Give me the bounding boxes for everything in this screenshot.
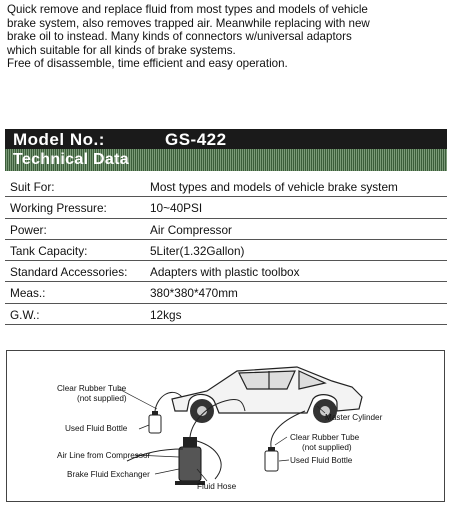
intro-line: Quick remove and replace fluid from most types and models of vehicle <box>7 3 368 16</box>
technical-data-header <box>5 149 447 171</box>
label-not-supplied-right: (not supplied) <box>302 443 352 452</box>
intro-paragraph <box>7 3 445 71</box>
spec-row <box>5 240 447 261</box>
model-number-bar <box>5 129 447 149</box>
spec-key: Working Pressure: <box>10 201 107 216</box>
intro-line: brake oil to instead. Many kinds of connectors w/universal adaptors <box>7 30 352 44</box>
spec-value: Air Compressor <box>150 222 232 237</box>
technical-data-label: Technical Data <box>13 151 129 168</box>
spec-row <box>5 197 447 218</box>
spec-value: 5Liter(1.32Gallon) <box>150 243 245 258</box>
label-air-line: Air Line from Compressor <box>57 451 151 460</box>
label-exchanger: Brake Fluid Exchanger <box>67 470 150 479</box>
model-value: GS-422 <box>165 130 227 149</box>
model-label: Model No.: <box>13 130 105 149</box>
label-used-bottle-right: Used Fluid Bottle <box>290 456 353 465</box>
spec-key: Meas.: <box>10 286 46 301</box>
label-used-bottle-left: Used Fluid Bottle <box>65 424 128 433</box>
label-clear-tube-left: Clear Rubber Tube <box>57 384 127 393</box>
label-master-cylinder: Master Cylinder <box>325 413 383 422</box>
spec-row <box>5 282 447 303</box>
spec-row <box>5 261 447 282</box>
spec-key: Power: <box>10 222 47 237</box>
label-fluid-hose: Fluid Hose <box>197 482 237 491</box>
spec-value: 380*380*470mm <box>150 286 238 301</box>
spec-table <box>5 176 447 325</box>
spec-row <box>5 219 447 240</box>
intro-line: brake system, also removes trapped air. Meanwhile replacing with new <box>7 16 370 30</box>
spec-value: 12kgs <box>150 307 182 322</box>
spec-value: 10~40PSI <box>150 201 203 216</box>
spec-key: G.W.: <box>10 307 40 322</box>
usage-diagram <box>6 350 445 502</box>
spec-key: Tank Capacity: <box>10 243 88 258</box>
spec-key: Suit For: <box>10 180 55 194</box>
brake-fluid-exchanger-icon <box>175 437 205 485</box>
label-clear-tube-right: Clear Rubber Tube <box>290 433 360 442</box>
label-not-supplied-left: (not supplied) <box>77 394 127 403</box>
spec-value: Most types and models of vehicle brake system <box>150 180 398 194</box>
intro-line: Free of disassemble, time efficient and easy operation. <box>7 57 288 71</box>
spec-key: Standard Accessories: <box>10 265 128 280</box>
spec-row <box>5 176 447 197</box>
intro-line: which suitable for all kinds of brake systems. <box>7 43 236 57</box>
spec-row <box>5 304 447 325</box>
used-fluid-bottle-icon <box>149 411 278 471</box>
spec-value: Adapters with plastic toolbox <box>150 265 300 280</box>
